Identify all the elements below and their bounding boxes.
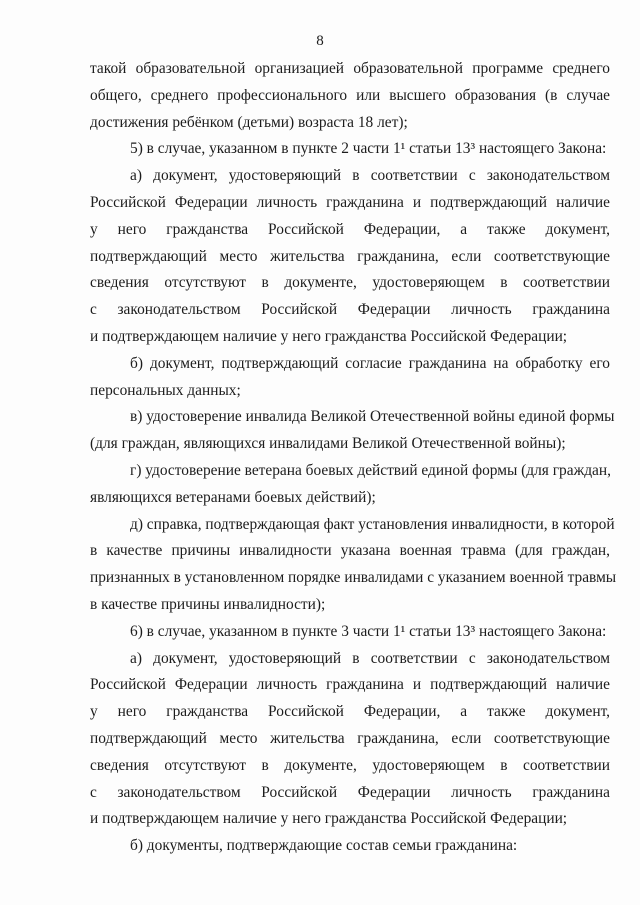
text-line: общего, среднего профессионального или высшего образования (в случае bbox=[90, 86, 610, 104]
text-line: достижения ребёнком (детьми) возраста 18 лет); bbox=[90, 113, 408, 131]
text-line: сведения отсутствуют в документе, удостоверяющем в соответствии bbox=[90, 756, 610, 774]
text-line: б) документ, подтверждающий согласие гражданина на обработку его bbox=[130, 354, 610, 372]
text-line: сведения отсутствуют в документе, удостоверяющем в соответствии bbox=[90, 274, 610, 292]
text-line: д) справка, подтверждающая факт установления инвалидности, в которой bbox=[130, 515, 615, 533]
text-line: с законодательством Российской Федерации личность гражданина bbox=[90, 301, 610, 319]
text-line: у него гражданства Российской Федерации, а также документ, bbox=[90, 703, 610, 721]
text-line: в) удостоверение инвалида Великой Отечественной войны единой формы bbox=[130, 408, 615, 426]
text-line: в качестве причины инвалидности); bbox=[90, 596, 326, 613]
text-line: и подтверждающем наличие у него гражданства Российской Федерации; bbox=[90, 328, 568, 345]
text-line: (для граждан, являющихся инвалидами Великой Отечественной войны); bbox=[90, 435, 566, 453]
text-line: Российской Федерации личность гражданина и подтверждающий наличие bbox=[90, 194, 610, 211]
text-line: 5) в случае, указанном в пункте 2 части 1¹ статьи 13³ настоящего Закона: bbox=[130, 140, 607, 158]
text-line: подтверждающий место жительства гражданина, если соответствующие bbox=[90, 247, 610, 265]
text-line: 6) в случае, указанном в пункте 3 части 1¹ статьи 13³ настоящего Закона: bbox=[130, 622, 607, 640]
page-number: 8 bbox=[316, 33, 324, 49]
text-line: а) документ, удостоверяющий в соответствии с законодательством bbox=[130, 649, 610, 667]
text-line: б) документы, подтверждающие состав семьи гражданина: bbox=[130, 837, 518, 855]
text-line: а) документ, удостоверяющий в соответствии с законодательством bbox=[130, 167, 610, 185]
text-line: признанных в установленном порядке инвалидами с указанием военной травмы bbox=[90, 569, 617, 587]
text-line: являющихся ветеранами боевых действий); bbox=[90, 488, 376, 506]
text-line: в качестве причины инвалидности указана военная травма (для граждан, bbox=[90, 542, 610, 560]
text-line: у него гражданства Российской Федерации, а также документ, bbox=[90, 220, 610, 238]
text-line: с законодательством Российской Федерации личность гражданина bbox=[90, 783, 610, 801]
text-line: г) удостоверение ветерана боевых действий единой формы (для граждан, bbox=[130, 462, 611, 479]
text-line: персональных данных; bbox=[90, 381, 241, 399]
text-line: Российской Федерации личность гражданина и подтверждающий наличие bbox=[90, 676, 610, 694]
text-line: такой образовательной организацией образовательной программе среднего bbox=[90, 60, 610, 77]
text-line: подтверждающий место жительства гражданина, если соответствующие bbox=[90, 730, 610, 747]
text-line: и подтверждающем наличие у него гражданства Российской Федерации; bbox=[90, 810, 568, 828]
